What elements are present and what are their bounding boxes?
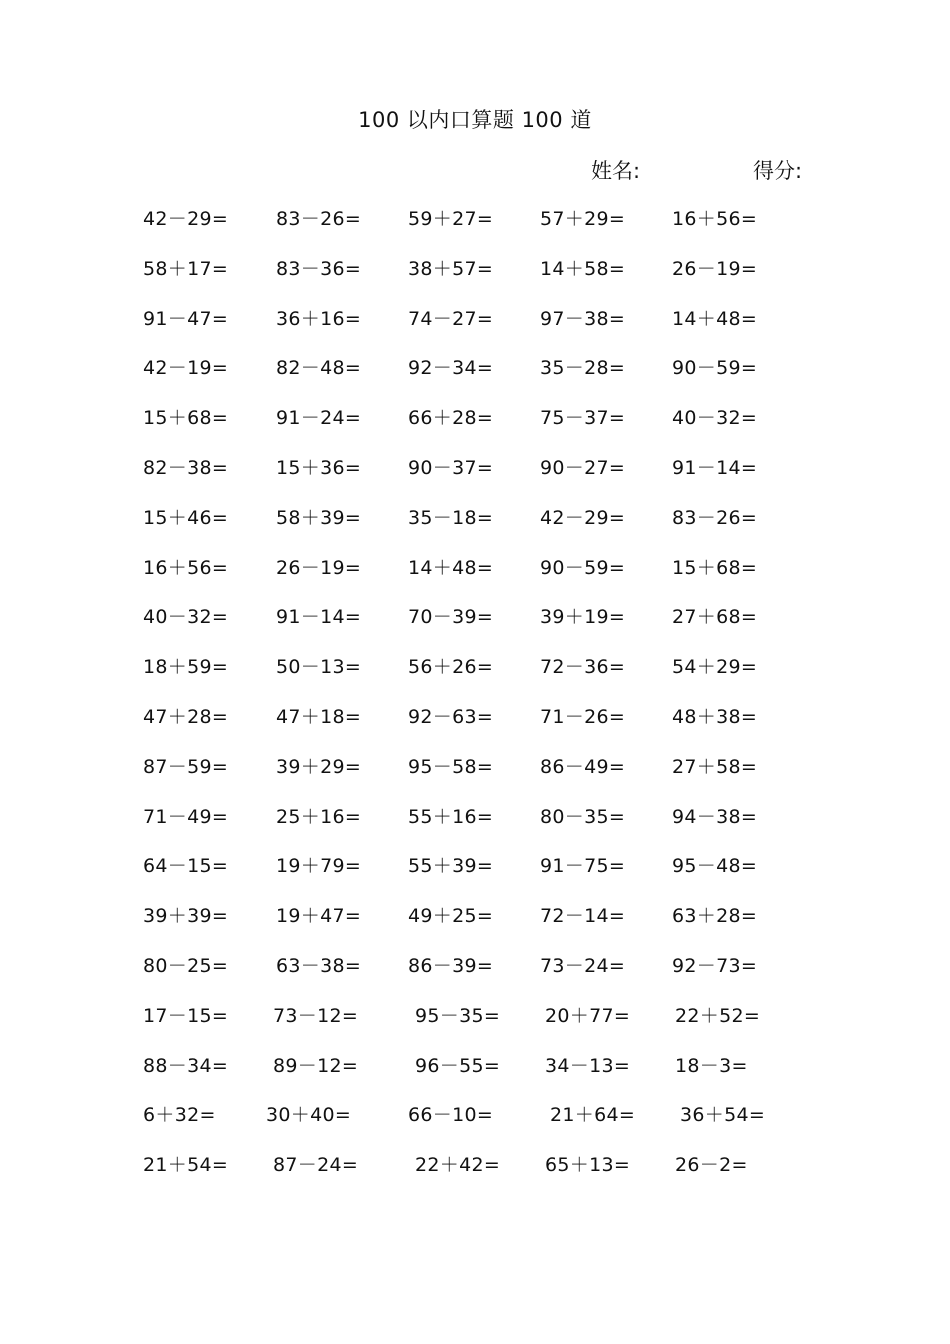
- problem-item: 35－28=: [540, 357, 626, 380]
- problem-item: 40－32=: [143, 606, 229, 629]
- problem-item: 72－14=: [540, 905, 626, 928]
- problem-item: 95－58=: [408, 755, 494, 778]
- problem-item: 56＋26=: [408, 656, 494, 679]
- problem-item: 83－26=: [672, 506, 758, 529]
- problem-item: 65＋13=: [545, 1154, 631, 1177]
- problem-item: 66－10=: [408, 1104, 494, 1127]
- problem-item: 14＋48=: [408, 556, 494, 579]
- problem-item: 17－15=: [143, 1004, 229, 1027]
- problem-item: 94－38=: [672, 805, 758, 828]
- problem-row: [143, 553, 843, 603]
- problem-row: [143, 652, 843, 702]
- problem-row: [143, 802, 843, 852]
- problem-item: 42－19=: [143, 357, 229, 380]
- problem-item: 34－13=: [545, 1054, 631, 1077]
- problem-item: 83－26=: [276, 208, 362, 230]
- problem-item: 36＋54=: [680, 1104, 766, 1127]
- problem-item: 42－29=: [540, 506, 626, 529]
- problem-item: 49＋25=: [408, 905, 494, 928]
- problem-item: 22＋42=: [415, 1154, 501, 1177]
- problem-row: [143, 353, 843, 403]
- problem-item: 6＋32=: [143, 1104, 216, 1127]
- problem-row: [143, 204, 843, 254]
- worksheet-title: 100 以内口算题 100 道: [358, 108, 592, 132]
- score-label: 得分:: [753, 159, 803, 183]
- problem-row: [143, 1150, 843, 1200]
- problem-row: [143, 403, 843, 453]
- problem-item: 86－49=: [540, 755, 626, 778]
- problem-item: 26－19=: [672, 257, 758, 280]
- problem-item: 91－47=: [143, 307, 229, 330]
- problem-item: 59＋27=: [408, 208, 494, 230]
- problem-row: [143, 951, 843, 1001]
- problem-item: 74－27=: [408, 307, 494, 330]
- problem-item: 50－13=: [276, 656, 362, 679]
- problem-item: 15＋68=: [672, 556, 758, 579]
- problem-item: 92－63=: [408, 705, 494, 728]
- problem-item: 82－48=: [276, 357, 362, 380]
- problem-item: 95－48=: [672, 855, 758, 878]
- problem-item: 88－34=: [143, 1054, 229, 1077]
- problem-item: 91－75=: [540, 855, 626, 878]
- problem-item: 90－37=: [408, 456, 494, 479]
- problem-item: 47＋18=: [276, 705, 362, 728]
- problem-item: 80－35=: [540, 805, 626, 828]
- problem-item: 72－36=: [540, 656, 626, 679]
- problem-item: 83－36=: [276, 257, 362, 280]
- problem-item: 18－3=: [675, 1054, 748, 1077]
- problem-item: 91－14=: [672, 456, 758, 479]
- problem-item: 16＋56=: [672, 208, 758, 230]
- problem-item: 39＋39=: [143, 905, 229, 928]
- problem-item: 14＋48=: [672, 307, 758, 330]
- problem-item: 87－24=: [273, 1154, 359, 1177]
- problem-item: 26－19=: [276, 556, 362, 579]
- problem-item: 71－49=: [143, 805, 229, 828]
- problem-row: [143, 254, 843, 304]
- problem-item: 90－59=: [540, 556, 626, 579]
- name-label: 姓名:: [591, 159, 641, 183]
- problem-item: 36＋16=: [276, 307, 362, 330]
- problem-item: 97－38=: [540, 307, 626, 330]
- problem-item: 42－29=: [143, 208, 229, 230]
- problem-item: 96－55=: [415, 1054, 501, 1077]
- problem-item: 39＋19=: [540, 606, 626, 629]
- problem-item: 92－73=: [672, 954, 758, 977]
- problem-item: 91－24=: [276, 407, 362, 430]
- problem-row: [143, 1100, 843, 1150]
- problem-item: 54＋29=: [672, 656, 758, 679]
- problem-grid: [143, 204, 843, 1200]
- problem-item: 27＋68=: [672, 606, 758, 629]
- problem-item: 57＋29=: [540, 208, 626, 230]
- problem-item: 15＋36=: [276, 456, 362, 479]
- problem-item: 90－27=: [540, 456, 626, 479]
- problem-row: [143, 1051, 843, 1101]
- problem-item: 30＋40=: [266, 1104, 352, 1127]
- problem-item: 75－37=: [540, 407, 626, 430]
- problem-item: 47＋28=: [143, 705, 229, 728]
- problem-item: 86－39=: [408, 954, 494, 977]
- problem-item: 73－12=: [273, 1004, 359, 1027]
- problem-row: [143, 453, 843, 503]
- problem-item: 58＋17=: [143, 257, 229, 280]
- problem-row: [143, 503, 843, 553]
- problem-item: 35－18=: [408, 506, 494, 529]
- problem-item: 82－38=: [143, 456, 229, 479]
- problem-item: 80－25=: [143, 954, 229, 977]
- problem-item: 91－14=: [276, 606, 362, 629]
- problem-item: 22＋52=: [675, 1004, 761, 1027]
- problem-item: 15＋46=: [143, 506, 229, 529]
- problem-item: 87－59=: [143, 755, 229, 778]
- problem-item: 20＋77=: [545, 1004, 631, 1027]
- problem-row: [143, 602, 843, 652]
- problem-item: 55＋16=: [408, 805, 494, 828]
- problem-item: 70－39=: [408, 606, 494, 629]
- problem-item: 71－26=: [540, 705, 626, 728]
- problem-item: 55＋39=: [408, 855, 494, 878]
- problem-item: 92－34=: [408, 357, 494, 380]
- problem-item: 18＋59=: [143, 656, 229, 679]
- problem-row: [143, 851, 843, 901]
- problem-item: 38＋57=: [408, 257, 494, 280]
- problem-row: [143, 304, 843, 354]
- problem-item: 95－35=: [415, 1004, 501, 1027]
- problem-item: 66＋28=: [408, 407, 494, 430]
- problem-item: 73－24=: [540, 954, 626, 977]
- problem-row: [143, 901, 843, 951]
- problem-item: 90－59=: [672, 357, 758, 380]
- problem-item: 63＋28=: [672, 905, 758, 928]
- problem-item: 39＋29=: [276, 755, 362, 778]
- problem-item: 25＋16=: [276, 805, 362, 828]
- problem-item: 64－15=: [143, 855, 229, 878]
- problem-row: [143, 1001, 843, 1051]
- problem-item: 48＋38=: [672, 705, 758, 728]
- problem-item: 40－32=: [672, 407, 758, 430]
- problem-item: 26－2=: [675, 1154, 748, 1177]
- problem-row: [143, 702, 843, 752]
- problem-item: 21＋64=: [550, 1104, 636, 1127]
- problem-item: 15＋68=: [143, 407, 229, 430]
- problem-item: 21＋54=: [143, 1154, 229, 1177]
- problem-item: 27＋58=: [672, 755, 758, 778]
- problem-item: 14＋58=: [540, 257, 626, 280]
- problem-item: 63－38=: [276, 954, 362, 977]
- problem-item: 89－12=: [273, 1054, 359, 1077]
- problem-item: 19＋47=: [276, 905, 362, 928]
- problem-item: 16＋56=: [143, 556, 229, 579]
- problem-item: 58＋39=: [276, 506, 362, 529]
- problem-row: [143, 752, 843, 802]
- problem-item: 19＋79=: [276, 855, 362, 878]
